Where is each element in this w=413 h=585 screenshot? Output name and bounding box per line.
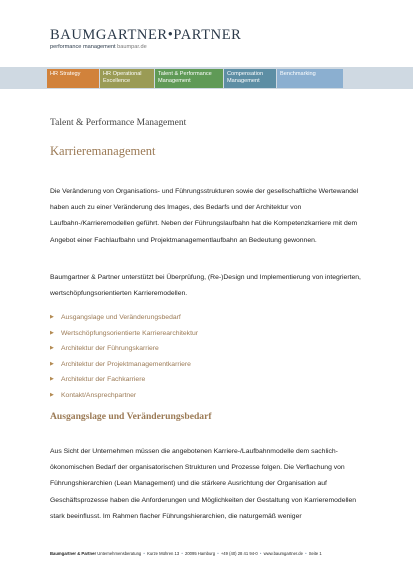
logo-tagline xyxy=(50,44,241,50)
footer-separator: • xyxy=(217,551,219,556)
tagline-text: performance management xyxy=(50,44,116,50)
tab-hr-operational-excellence[interactable]: HR Operational Excellence xyxy=(100,69,154,88)
link-projektmanagementkarriere[interactable]: Architektur der Projektmanagementkarriere xyxy=(61,360,191,368)
section-links xyxy=(50,310,198,404)
list-item[interactable] xyxy=(50,388,198,404)
list-item[interactable] xyxy=(50,310,198,326)
footer-address: Kurze Mühren 13 xyxy=(147,551,180,556)
body-paragraph: Aus Sicht der Unternehmen müssen die angebotenen Karriere-/Laufbahnmodelle dem sachlich-ökonomischen Bedarf der organisatorischen Strukturen und Prozesse folgen. Die Verflachung von Führungshierarchien (Lean Management) und die stärkere Ausrichtung der Organisation auf Geschäftsprozesse haben die Anforderungen und Möglichkeiten der Gestaltung von Karrieremodellen stark beeinflusst. Im Rahmen flacher Führungshierarchien, die naturgemäß weniger xyxy=(50,448,357,520)
footer-descriptor: Unternehmensberatung xyxy=(97,551,142,556)
tab-compensation-management[interactable]: Compensation Management xyxy=(224,69,276,88)
link-fuehrungskarriere[interactable]: Architektur der Führungskarriere xyxy=(61,345,159,353)
nav-tabs xyxy=(47,69,343,88)
support-paragraph: Baumgartner & Partner unterstützt bei Überprüfung, (Re-)Design und Implementierung von integrierten, wertschöpfungsorientierten Karrieremodellen. xyxy=(50,274,361,298)
list-item[interactable] xyxy=(50,357,198,373)
footer-city: 20095 Hamburg xyxy=(185,551,216,556)
list-item[interactable] xyxy=(50,326,198,342)
triangle-bullet-icon: ▶ xyxy=(50,329,54,336)
footer-separator: • xyxy=(181,551,183,556)
footer-web[interactable]: www.baumgartner.de xyxy=(263,551,303,556)
triangle-bullet-icon: ▶ xyxy=(50,391,54,398)
link-kontakt[interactable]: Kontakt/Ansprechpartner xyxy=(61,391,137,399)
list-item[interactable] xyxy=(50,372,198,388)
triangle-bullet-icon: ▶ xyxy=(50,314,54,320)
tagline-url[interactable]: baumpar.de xyxy=(117,44,147,50)
link-ausgangslage[interactable]: Ausgangslage und Veränderungsbedarf xyxy=(61,314,181,321)
header xyxy=(50,28,241,50)
link-fachkarriere[interactable]: Architektur der Fachkarriere xyxy=(61,376,146,384)
list-item[interactable] xyxy=(50,341,198,357)
triangle-bullet-icon: ▶ xyxy=(50,376,54,383)
footer-phone: +49 (40) 28 41 94-0 xyxy=(220,551,258,556)
tab-benchmarking[interactable]: Benchmarking xyxy=(277,69,343,88)
footer-separator: • xyxy=(143,551,145,556)
link-karrierearchitektur[interactable]: Wertschöpfungsorientierte Karrierearchitektur xyxy=(61,329,199,337)
footer xyxy=(50,551,370,556)
footer-company: Baumgartner & Partner xyxy=(50,551,97,556)
footer-separator: • xyxy=(259,551,262,556)
intro-paragraph: Die Veränderung von Organisations- und Führungsstrukturen sowie der gesellschaftliche Wertewandel haben auch zu einer Veränderung des Images, des Bedarfs und der Architektur von Laufbahn-/Karrieremodellen geführt. Neben der Führungslaufbahn hat die Kompetenzkarriere mit dem Angebot einer Fachlaufbahn und Projektmanagementlaufbahn an Bedeutung gewonnen. xyxy=(50,188,359,244)
triangle-bullet-icon: ▶ xyxy=(50,345,54,352)
page-title: Karrieremanagement xyxy=(50,144,156,158)
footer-separator: • xyxy=(305,551,307,556)
tab-talent-performance-management[interactable]: Talent & Performance Management xyxy=(155,69,223,88)
section-heading: Ausgangslage und Veränderungsbedarf xyxy=(50,411,212,422)
tab-hr-strategy[interactable]: HR Strategy xyxy=(47,69,99,88)
footer-page: Seite 1 xyxy=(308,551,322,556)
section-label: Talent & Performance Management xyxy=(50,118,187,128)
company-logo[interactable]: BAUMGARTNER•PARTNER xyxy=(50,27,242,43)
triangle-bullet-icon: ▶ xyxy=(50,360,54,367)
